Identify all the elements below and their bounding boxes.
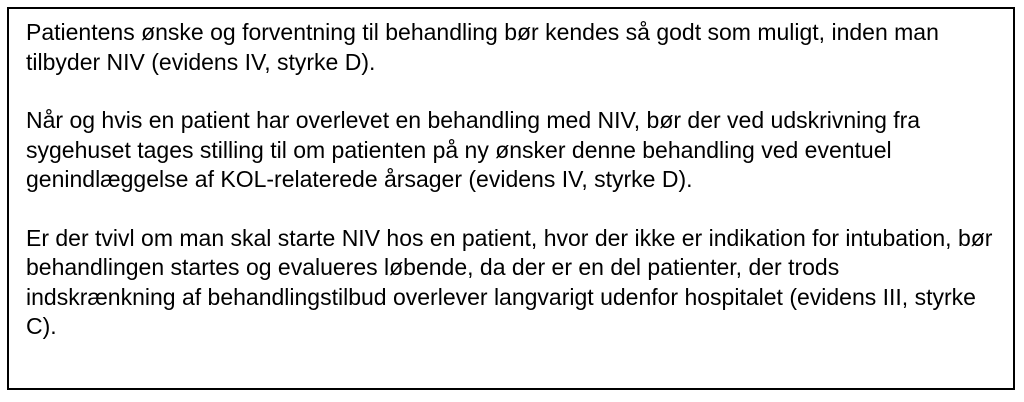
paragraph-doubt-start-niv: Er der tvivl om man skal starte NIV hos en patient, hvor der ikke er indikation for intubation, bør behandlingen startes og evalueres løbende, da der er en del patienter, der trods indskrænkning af behandlingstilbud overlever langvarigt udenfor hospitalet (evidens III, styrke C). — [26, 224, 993, 339]
paragraph-survived-treatment: Når og hvis en patient har overlevet en behandling med NIV, bør der ved udskrivning fra sygehuset tages stilling til om patienten på ny ønsker denne behandling ved eventuel genindlæggelse af KOL-relaterede årsager (evidens IV, styrke D). — [26, 107, 921, 192]
guideline-text-box — [7, 7, 1015, 390]
paragraph-patient-wishes: Patientens ønske og forventning til behandling bør kendes så godt som muligt, inden man tilbyder NIV (evidens IV, styrke D). — [26, 19, 939, 75]
